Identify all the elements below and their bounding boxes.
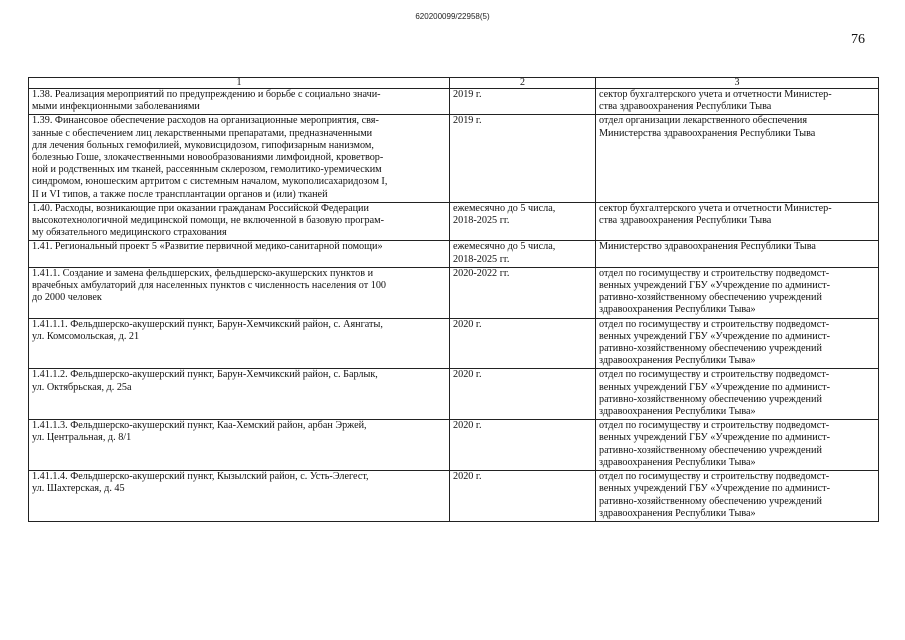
cell-text-line: ной и родственных им тканей, рассеянным склерозом, гемолитико-уремическим xyxy=(32,164,382,176)
cell-text-line: занные с обеспечением лиц лекарственными препаратами, предназначенными xyxy=(32,127,373,139)
cell-text-line: отдел по госимуществу и строительству подведомст- xyxy=(599,471,830,483)
table-row xyxy=(29,471,879,522)
deadline-cell xyxy=(450,115,596,202)
cell-text-line: здравоохранения Республики Тыва» xyxy=(599,456,756,468)
cell-text-line: ративно-хозяйственному обеспечению учреждений xyxy=(599,343,822,355)
cell-text-line: отдел по госимуществу и строительству подведомст- xyxy=(599,318,830,330)
cell-text-line: Министерства здравоохранения Республики Тыва xyxy=(599,127,816,139)
responsible-cell xyxy=(596,471,879,522)
cell-text-line: 2019 г. xyxy=(453,115,482,127)
cell-text-line: 1.41.1.2. Фельдшерско-акушерский пункт, Барун-Хемчикский район, с. Барлык, xyxy=(32,369,378,381)
cell-text-line: венных учреждений ГБУ «Учреждение по админист- xyxy=(599,483,831,495)
cell-text-line: ежемесячно до 5 числа, xyxy=(453,202,556,214)
cell-text-line: венных учреждений ГБУ «Учреждение по админист- xyxy=(599,381,831,393)
column-header: 2 xyxy=(450,78,596,89)
cell-text-line: сектор бухгалтерского учета и отчетности Министер- xyxy=(599,89,832,100)
cell-text-line: мыми инфекционными заболеваниями xyxy=(32,101,200,113)
cell-text-line: 1.40. Расходы, возникающие при оказании гражданам Российской Федерации xyxy=(32,202,369,214)
responsible-cell xyxy=(596,267,879,318)
cell-text-line: болезнью Гоше, злокачественными новообразованиями лимфоидной, кроветвор- xyxy=(32,152,384,164)
cell-text-line: ул. Октябрьская, д. 25а xyxy=(32,381,132,393)
plan-table xyxy=(28,77,879,522)
cell-text-line: ул. Центральная, д. 8/1 xyxy=(32,432,132,444)
cell-text-line: ративно-хозяйственному обеспечению учреждений xyxy=(599,495,822,507)
table-header-row xyxy=(29,78,879,89)
table-body xyxy=(29,78,879,522)
table-row xyxy=(29,318,879,369)
cell-text-line: 2020-2022 гг. xyxy=(453,267,510,279)
table-row xyxy=(29,202,879,241)
cell-text-line: сектор бухгалтерского учета и отчетности Министер- xyxy=(599,202,832,214)
cell-text-line: синдромом, юношеским артритом с системным началом, мукополисахаридозом I, xyxy=(32,176,388,188)
deadline-cell xyxy=(450,202,596,241)
responsible-cell xyxy=(596,420,879,471)
cell-text-line: 2018-2025 гг. xyxy=(453,253,510,265)
table-row xyxy=(29,89,879,115)
cell-text-line: врачебных амбулаторий для населенных пунктов с численность населения от 100 xyxy=(32,280,387,292)
cell-text-line: здравоохранения Республики Тыва» xyxy=(599,406,756,418)
cell-text-line: 2020 г. xyxy=(453,369,482,381)
cell-text-line: 1.41.1.4. Фельдшерско-акушерский пункт, Кызылский район, с. Усть-Элегест, xyxy=(32,471,369,483)
cell-text-line: ративно-хозяйственному обеспечению учреждений xyxy=(599,292,822,304)
responsible-cell xyxy=(596,202,879,241)
responsible-cell xyxy=(596,89,879,115)
cell-text-line: ства здравоохранения Республики Тыва xyxy=(599,215,772,227)
cell-text-line: венных учреждений ГБУ «Учреждение по админист- xyxy=(599,432,831,444)
activity-cell xyxy=(29,115,450,202)
responsible-cell xyxy=(596,115,879,202)
cell-text-line: 1.41.1.1. Фельдшерско-акушерский пункт, Барун-Хемчикский район, с. Аянгаты, xyxy=(32,318,383,330)
responsible-cell xyxy=(596,241,879,267)
cell-text-line: ул. Шахтерская, д. 45 xyxy=(32,483,125,495)
cell-text-line: отдел по госимуществу и строительству подведомст- xyxy=(599,267,830,279)
cell-text-line: здравоохранения Республики Тыва» xyxy=(599,507,756,519)
cell-text-line: отдел организации лекарственного обеспечения xyxy=(599,115,808,127)
cell-text-line: 2020 г. xyxy=(453,471,482,483)
activity-cell xyxy=(29,420,450,471)
deadline-cell xyxy=(450,318,596,369)
table-row xyxy=(29,369,879,420)
cell-text-line: 2019 г. xyxy=(453,89,482,100)
cell-text-line: до 2000 человек xyxy=(32,292,102,304)
column-header: 3 xyxy=(596,78,879,89)
activity-cell xyxy=(29,318,450,369)
cell-text-line: 1.39. Финансовое обеспечение расходов на организационные мероприятия, свя- xyxy=(32,115,379,127)
cell-text-line: Министерство здравоохранения Республики Тыва xyxy=(599,241,816,253)
activity-cell xyxy=(29,267,450,318)
activity-cell xyxy=(29,241,450,267)
activity-cell xyxy=(29,471,450,522)
deadline-cell xyxy=(450,471,596,522)
activity-cell xyxy=(29,369,450,420)
table-row xyxy=(29,420,879,471)
cell-text-line: венных учреждений ГБУ «Учреждение по админист- xyxy=(599,330,831,342)
table-row xyxy=(29,267,879,318)
cell-text-line: ул. Комсомольская, д. 21 xyxy=(32,330,140,342)
responsible-cell xyxy=(596,369,879,420)
cell-text-line: ративно-хозяйственному обеспечению учреждений xyxy=(599,393,822,405)
deadline-cell xyxy=(450,420,596,471)
activity-cell xyxy=(29,202,450,241)
cell-text-line: высокотехнологичной медицинской помощи, не включенной в базовую програм- xyxy=(32,215,384,227)
cell-text-line: му обязательного медицинского страхования xyxy=(32,227,227,239)
cell-text-line: здравоохранения Республики Тыва» xyxy=(599,304,756,316)
cell-text-line: ративно-хозяйственному обеспечению учреждений xyxy=(599,444,822,456)
cell-text-line: 2018-2025 гг. xyxy=(453,215,510,227)
cell-text-line: венных учреждений ГБУ «Учреждение по админист- xyxy=(599,280,831,292)
cell-text-line: 1.41.1. Создание и замена фельдшерских, фельдшерско-акушерских пунктов и xyxy=(32,267,374,279)
column-header: 1 xyxy=(29,78,450,89)
cell-text-line: отдел по госимуществу и строительству подведомст- xyxy=(599,369,830,381)
document-id: 620200099/22958(5) xyxy=(415,12,490,21)
cell-text-line: отдел по госимуществу и строительству подведомст- xyxy=(599,420,830,432)
deadline-cell xyxy=(450,241,596,267)
cell-text-line: для лечения больных гемофилией, муковисцидозом, гипофизарным нанизмом, xyxy=(32,139,374,151)
deadline-cell xyxy=(450,89,596,115)
cell-text-line: 2020 г. xyxy=(453,318,482,330)
cell-text-line: ежемесячно до 5 числа, xyxy=(453,241,556,253)
cell-text-line: здравоохранения Республики Тыва» xyxy=(599,355,756,367)
activity-cell xyxy=(29,89,450,115)
table-row xyxy=(29,241,879,267)
cell-text-line: 1.41.1.3. Фельдшерско-акушерский пункт, Каа-Хемский район, арбан Эржей, xyxy=(32,420,367,432)
cell-text-line: 1.41. Региональный проект 5 «Развитие первичной медико-санитарной помощи» xyxy=(32,241,383,253)
deadline-cell xyxy=(450,267,596,318)
page-number: 76 xyxy=(851,32,865,47)
table-row xyxy=(29,115,879,202)
cell-text-line: II и VI типов, а также после трансплантации органов и (или) тканей xyxy=(32,188,328,200)
deadline-cell xyxy=(450,369,596,420)
cell-text-line: 1.38. Реализация мероприятий по предупреждению и борьбе с социально значи- xyxy=(32,89,381,100)
responsible-cell xyxy=(596,318,879,369)
cell-text-line: ства здравоохранения Республики Тыва xyxy=(599,101,772,113)
cell-text-line: 2020 г. xyxy=(453,420,482,432)
